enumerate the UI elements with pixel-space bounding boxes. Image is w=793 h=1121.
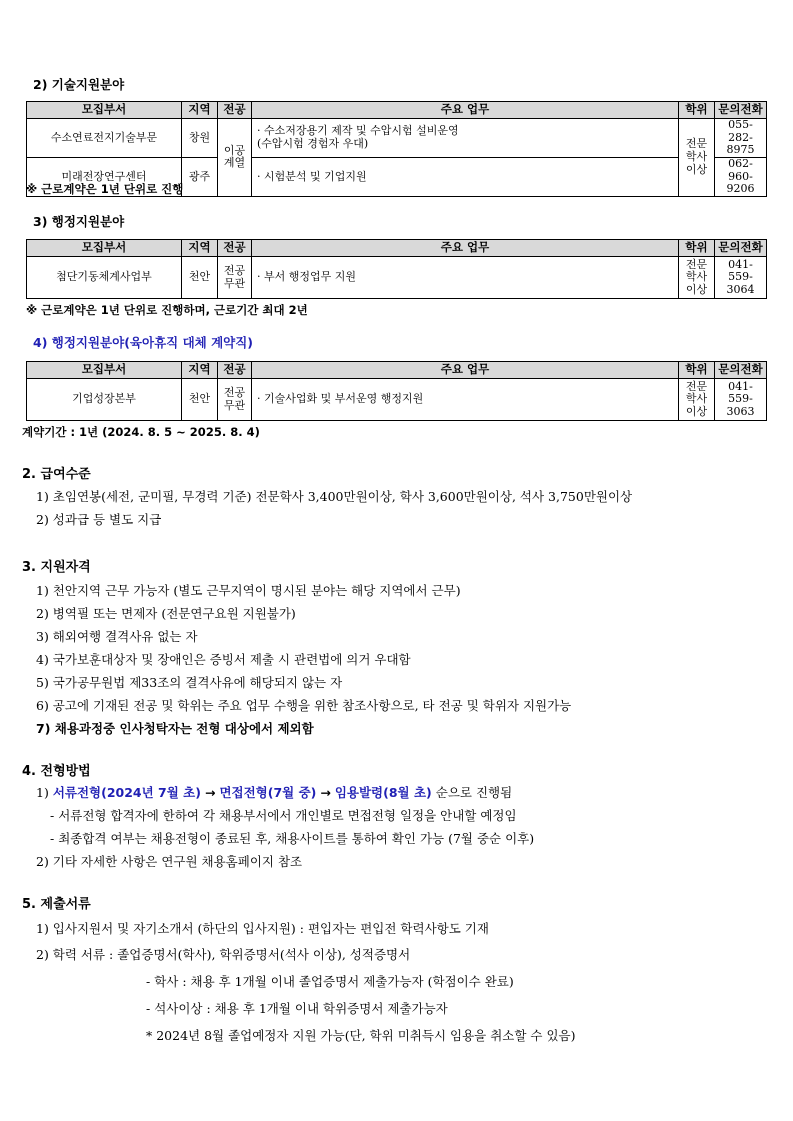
header-degree: 학위 — [679, 362, 715, 379]
header-major: 전공 — [218, 362, 252, 379]
header-major: 전공 — [218, 240, 252, 257]
admin-note: ※ 근로계약은 1년 단위로 진행하며, 근로기간 최대 2년 — [26, 303, 308, 317]
header-phone: 문의전화 — [715, 240, 767, 257]
qualification-item: 6) 공고에 기재된 전공 및 학위는 주요 업무 수행을 위한 참조사항으로, 타 전공 및 학위자 지원가능 — [36, 698, 572, 713]
header-region: 지역 — [182, 362, 218, 379]
degree-cell: 전문 학사 이상 — [679, 257, 715, 299]
major-cell: 전공 무관 — [218, 379, 252, 421]
phone-cell: 055- 282-8975 — [715, 119, 767, 158]
salary-item: 2) 성과급 등 별도 지급 — [36, 512, 162, 527]
qualification-heading: 3. 지원자격 — [22, 560, 91, 575]
table-row — [27, 119, 767, 158]
dept-cell: 기업성장본부 — [27, 379, 182, 421]
header-dept: 모집부서 — [27, 240, 182, 257]
documents-sub-item: * 2024년 8월 졸업예정자 지원 가능(단, 학위 미취득시 임용을 취소할 수 있음) — [146, 1028, 576, 1043]
qualification-item: 5) 국가공무원법 제33조의 결격사유에 해당되지 않는 자 — [36, 675, 343, 690]
duty-cell: · 기술사업화 및 부서운영 행정지원 — [252, 379, 679, 421]
table-row — [27, 379, 767, 421]
documents-sub-item: - 석사이상 : 채용 후 1개월 이내 학위증명서 제출가능자 — [146, 1001, 448, 1016]
arrow-icon: → — [320, 785, 331, 800]
leave-table — [26, 361, 767, 421]
header-region: 지역 — [182, 102, 218, 119]
header-duty: 주요 업무 — [252, 102, 679, 119]
duty-cell: · 수소저장용기 제작 및 수압시험 설비운영 (수압시험 경험자 우대) — [252, 119, 679, 158]
region-cell: 광주 — [182, 157, 218, 196]
region-cell: 천안 — [182, 379, 218, 421]
header-phone: 문의전화 — [715, 102, 767, 119]
duty-cell: · 시험분석 및 기업지원 — [252, 157, 679, 196]
leave-heading: 4) 행정지원분야(육아휴직 대체 계약직) — [33, 335, 254, 350]
process-sub-item: - 서류전형 합격자에 한하여 각 채용부서에서 개인별로 면접전형 일정을 안내할 예정임 — [50, 808, 517, 823]
step-document-screening: 서류전형(2024년 7월 초) — [52, 785, 201, 800]
qualification-item: 4) 국가보훈대상자 및 장애인은 증빙서 제출 시 관련법에 의거 우대함 — [36, 652, 411, 667]
header-major: 전공 — [218, 102, 252, 119]
documents-item: 1) 입사지원서 및 자기소개서 (하단의 입사지원) : 편입자는 편입전 학력사항도 기재 — [36, 921, 489, 936]
admin-table — [26, 239, 767, 299]
tech-heading: 2) 기술지원분야 — [33, 77, 125, 92]
phone-cell: 062- 960-9206 — [715, 157, 767, 196]
process-steps — [36, 783, 512, 801]
table-header-row — [27, 102, 767, 119]
tech-note: ※ 근로계약은 1년 단위로 진행 — [26, 182, 184, 196]
arrow-icon: → — [204, 785, 216, 800]
process-sub-item: - 최종합격 여부는 채용전형이 종료된 후, 채용사이트를 통하여 확인 가능 (7월 중순 이후) — [50, 831, 535, 846]
header-degree: 학위 — [679, 240, 715, 257]
header-degree: 학위 — [679, 102, 715, 119]
header-duty: 주요 업무 — [252, 240, 679, 257]
step-interview: 면접전형(7월 중) — [219, 785, 317, 800]
region-cell: 창원 — [182, 119, 218, 158]
degree-cell: 전문 학사 이상 — [679, 119, 715, 197]
qualification-item: 2) 병역필 또는 면제자 (전문연구요원 지원불가) — [36, 606, 296, 621]
header-dept: 모집부서 — [27, 362, 182, 379]
header-region: 지역 — [182, 240, 218, 257]
qualification-item: 1) 천안지역 근무 가능자 (별도 근무지역이 명시된 분야는 해당 지역에서 근무) — [36, 583, 461, 598]
table-row — [27, 257, 767, 299]
qualification-item: 3) 해외여행 결격사유 없는 자 — [36, 629, 198, 644]
dept-cell: 미래전장연구센터 — [27, 157, 182, 196]
process-heading: 4. 전형방법 — [22, 764, 91, 779]
major-cell: 이공 계열 — [218, 119, 252, 197]
duty-cell: · 부서 행정업무 지원 — [252, 257, 679, 299]
salary-heading: 2. 급여수준 — [22, 467, 91, 482]
dept-cell: 수소연료전지기술부문 — [27, 119, 182, 158]
major-cell: 전공 무관 — [218, 257, 252, 299]
degree-cell: 전문 학사 이상 — [679, 379, 715, 421]
process-num: 1) — [36, 785, 49, 800]
contract-period: 계약기간 : 1년 (2024. 8. 5 ~ 2025. 8. 4) — [22, 425, 260, 439]
table-header-row — [27, 240, 767, 257]
header-dept: 모집부서 — [27, 102, 182, 119]
table-header-row — [27, 362, 767, 379]
admin-heading: 3) 행정지원분야 — [33, 214, 125, 229]
documents-item: 2) 학력 서류 : 졸업증명서(학사), 학위증명서(석사 이상), 성적증명서 — [36, 947, 411, 962]
step-appointment: 임용발령(8월 초) — [334, 785, 432, 800]
phone-cell: 041- 559-3064 — [715, 257, 767, 299]
region-cell: 천안 — [182, 257, 218, 299]
header-phone: 문의전화 — [715, 362, 767, 379]
documents-heading: 5. 제출서류 — [22, 897, 91, 912]
process-tail: 순으로 진행됨 — [435, 785, 513, 800]
qualification-item: 7) 채용과정중 인사청탁자는 전형 대상에서 제외함 — [36, 721, 314, 736]
documents-sub-item: - 학사 : 채용 후 1개월 이내 졸업증명서 제출가능자 (학점이수 완료) — [146, 974, 514, 989]
dept-cell: 첨단기동체계사업부 — [27, 257, 182, 299]
phone-cell: 041- 559-3063 — [715, 379, 767, 421]
salary-item: 1) 초임연봉(세전, 군미필, 무경력 기준) 전문학사 3,400만원이상, 학사 3,600만원이상, 석사 3,750만원이상 — [36, 489, 633, 504]
header-duty: 주요 업무 — [252, 362, 679, 379]
process-item: 2) 기타 자세한 사항은 연구원 채용홈페이지 참조 — [36, 854, 303, 869]
